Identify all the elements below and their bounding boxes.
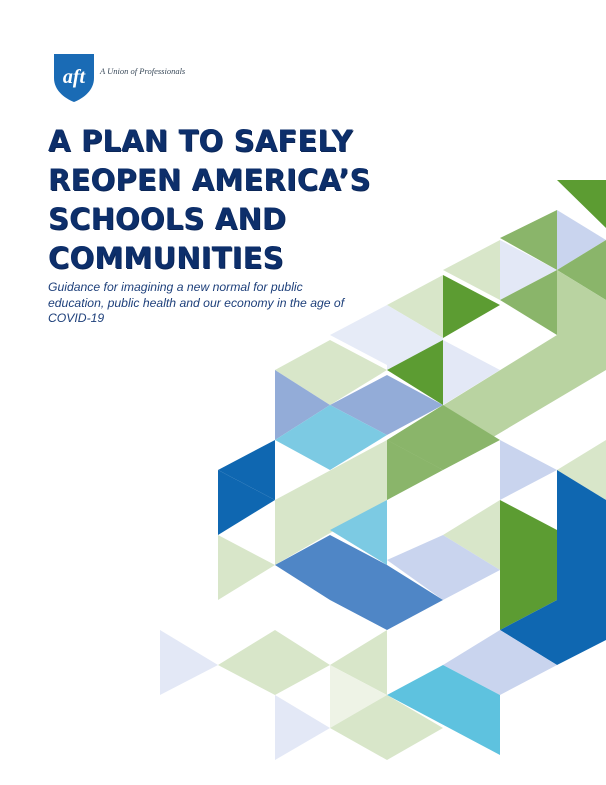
title-line: A PLAN TO SAFELY bbox=[48, 124, 353, 158]
mosaic-triangle bbox=[500, 440, 557, 500]
title-line: COMMUNITIES bbox=[48, 241, 284, 275]
mosaic-triangle bbox=[218, 630, 330, 695]
mosaic-triangle bbox=[160, 630, 218, 695]
mosaic-triangle bbox=[218, 535, 275, 600]
tagline: A Union of Professionals bbox=[100, 66, 186, 76]
title-line: SCHOOLS AND bbox=[48, 202, 287, 236]
subtitle: Guidance for imagining a new normal for public education, public health and our economy in the age of COVID-19 bbox=[48, 280, 345, 325]
title-line: REOPEN AMERICA’S bbox=[48, 163, 371, 197]
mosaic-triangle bbox=[275, 695, 330, 760]
mosaic-block bbox=[557, 470, 606, 665]
logo-text: aft bbox=[62, 66, 86, 88]
